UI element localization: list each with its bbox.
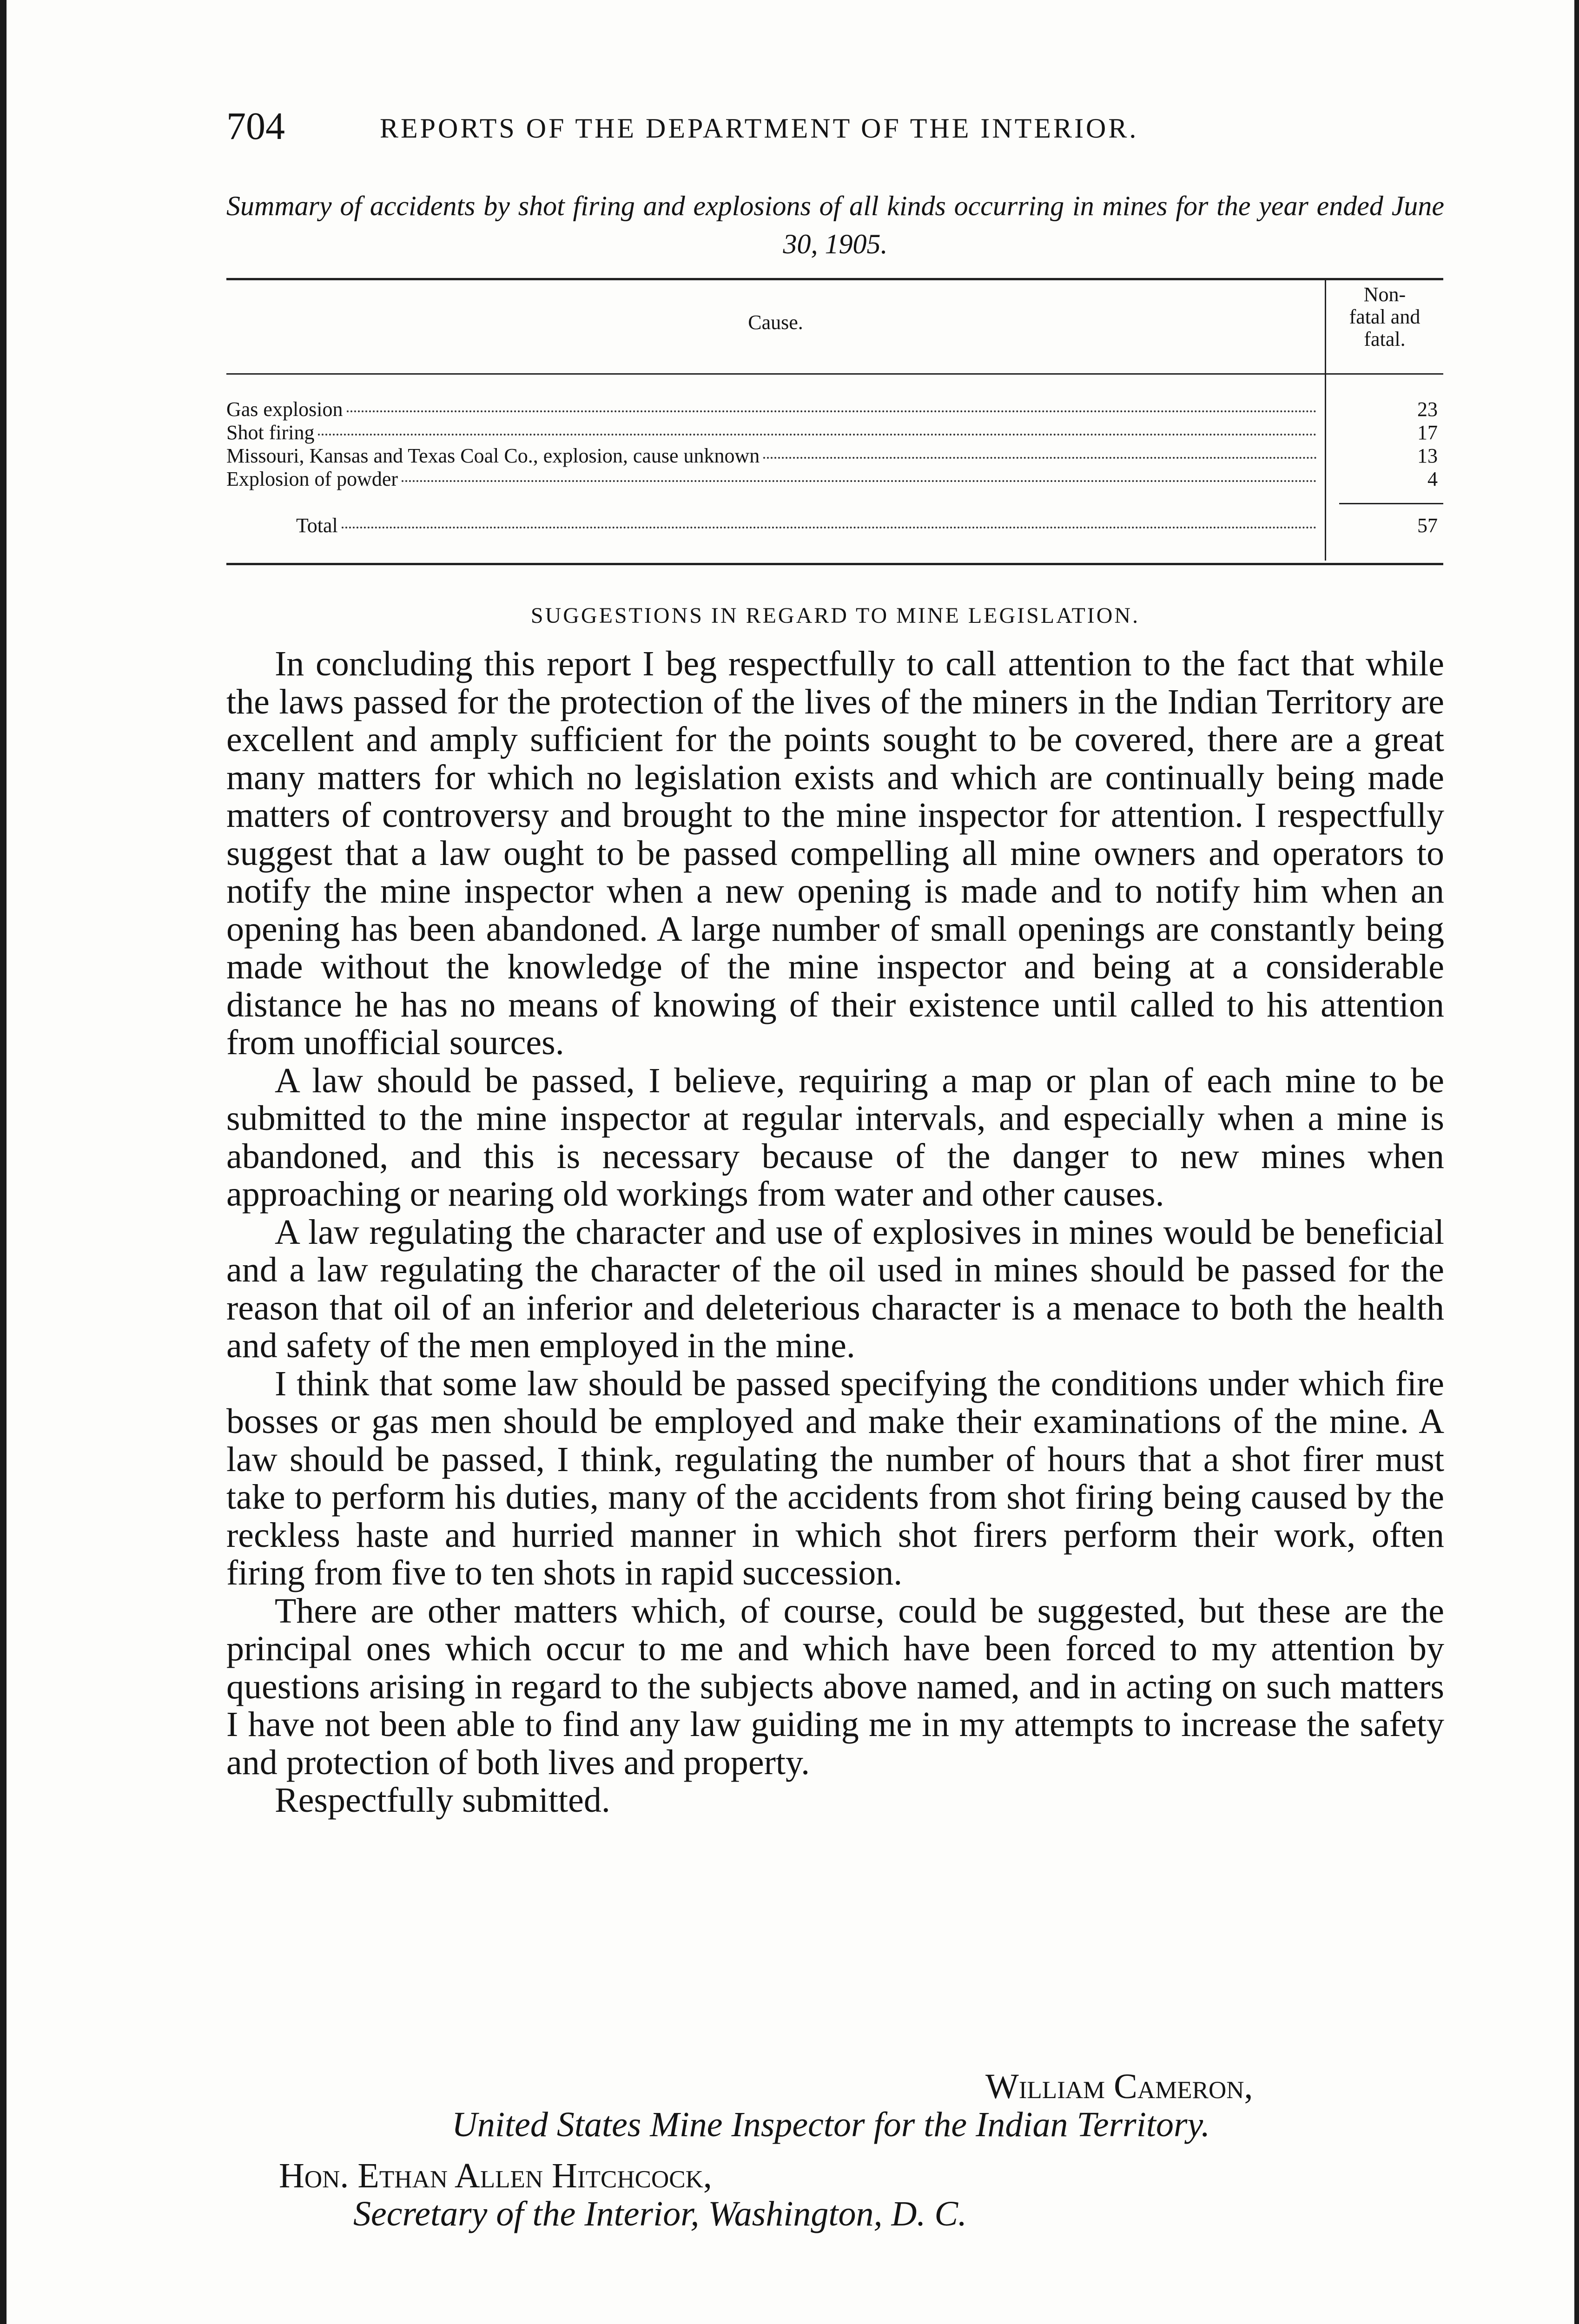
page-number: 704 xyxy=(226,105,285,148)
column-header-count-line: Non- xyxy=(1363,283,1406,306)
column-header-cause: Cause. xyxy=(748,311,803,334)
cause-cell xyxy=(226,398,1317,421)
paragraph: I think that some law should be passed specifying the conditions under which fire bosses or gas men should be employed and make their examinations of the mine. A law should be passed, I think, regulating the number of hours that a shot firer must take to perform his duties, many of the accidents from shot firing being caused by the reckless haste and hurried manner in which shot firers perform their work, often firing from five to ten shots in rapid succession. xyxy=(226,1364,1444,1592)
cause-text: Gas explosion xyxy=(226,398,343,421)
count-cell: 4 xyxy=(1427,468,1438,490)
signature-title: United States Mine Inspector for the Indian Territory. xyxy=(452,2105,1210,2144)
report-body xyxy=(226,645,1444,1820)
paragraph: There are other matters which, of course, could be suggested, but these are the principal ones which occur to me and which have been forced to my attention by questions arising in regard to the subjects above named, and in acting on such matters I have not been able to find any law guiding me in my attempts to increase the safety and protection of both lives and property. xyxy=(226,1591,1444,1782)
table-row xyxy=(226,444,1443,468)
paragraph: A law should be passed, I believe, requiring a map or plan of each mine to be submitted to the mine inspector at regular intervals, and especially when a mine is abandoned, and this is necessary because of the danger to new mines when approaching or nearing old workings from water and other causes. xyxy=(226,1061,1444,1214)
paragraph: In concluding this report I beg respectfully to call attention to the fact that while the laws passed for the protection of the lives of the miners in the Indian Territory are excellent and amply sufficient for the points sought to be covered, there are a great many matters for which no legislation exists and which are continually being made matters of controversy and brought to the mine inspector for attention. I respectfully suggest that a law ought to be passed compelling all mine owners and operators to notify the mine inspector when a new opening is made and to notify him when an opening has been abandoned. A large number of small openings are constantly being made without the knowledge of the mine inspector and being at a considerable distance he has no means of knowing of their existence until called to his attention from unofficial sources. xyxy=(226,644,1444,1062)
column-header-count-line: fatal. xyxy=(1364,328,1406,350)
running-head xyxy=(226,103,1449,154)
dot-leader xyxy=(763,457,1317,459)
table-row xyxy=(226,398,1443,421)
cause-cell xyxy=(226,444,1317,468)
paragraph: A law regulating the character and use of explosives in mines would be beneficial and a law regulating the character of the oil used in mines should be passed for the reason that oil of an inferior and deleterious character is a menace to both the health and safety of the men employed in the mine. xyxy=(226,1212,1444,1365)
table-top-rule xyxy=(226,278,1443,280)
total-rule xyxy=(1339,503,1443,504)
cause-cell xyxy=(226,468,1317,491)
table-row xyxy=(226,468,1443,491)
count-cell: 17 xyxy=(1417,421,1438,444)
signature-name: William Cameron, xyxy=(985,2067,1253,2106)
closing-line: Respectfully submitted. xyxy=(275,1781,610,1820)
column-header-count-line: fatal and xyxy=(1349,305,1420,328)
table-bottom-rule xyxy=(226,563,1443,565)
cause-text: Explosion of powder xyxy=(226,468,398,490)
running-title: REPORTS OF THE DEPARTMENT OF THE INTERIOR. xyxy=(380,113,1139,144)
cause-text: Shot firing xyxy=(226,421,315,444)
dot-leader xyxy=(347,410,1317,412)
column-header-count xyxy=(1326,284,1443,350)
count-cell: 13 xyxy=(1417,444,1438,467)
accidents-summary-table xyxy=(226,278,1443,565)
table-header-rule xyxy=(226,373,1443,375)
addressee-name: Hon. Ethan Allen Hitchcock, xyxy=(279,2156,712,2195)
dot-leader xyxy=(402,480,1317,482)
scan-edge-left xyxy=(0,0,7,2324)
table-row xyxy=(226,421,1443,444)
dot-leader xyxy=(342,527,1317,528)
total-label-cell xyxy=(226,514,1317,537)
table-caption: Summary of accidents by shot firing and explosions of all kinds occurring in mines for the year ended June 30, 1905. xyxy=(226,191,1444,259)
cause-text: Missouri, Kansas and Texas Coal Co., explosion, cause unknown xyxy=(226,444,760,467)
table-total-row xyxy=(226,514,1443,537)
dot-leader xyxy=(318,434,1317,436)
scan-edge-right xyxy=(1574,0,1579,2324)
count-cell: 23 xyxy=(1417,398,1438,421)
cause-cell xyxy=(226,421,1317,444)
total-label: Total xyxy=(296,514,338,537)
section-heading: SUGGESTIONS IN REGARD TO MINE LEGISLATION. xyxy=(530,603,1140,628)
addressee-title: Secretary of the Interior, Washington, D. C. xyxy=(353,2194,967,2233)
total-value: 57 xyxy=(1417,514,1438,537)
